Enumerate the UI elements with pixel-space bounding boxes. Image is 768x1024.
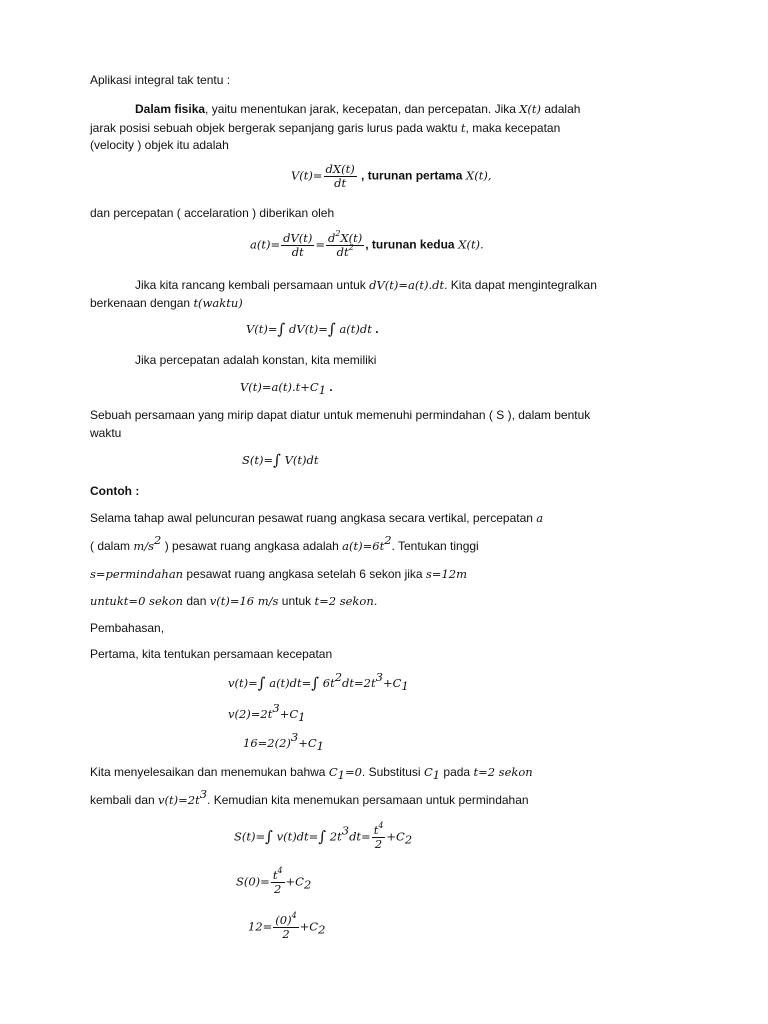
math-term: +C: [299, 919, 319, 934]
text-run: pesawat ruang angkasa setelah 6 sekon jika: [183, 567, 426, 581]
superscript: 2: [334, 670, 343, 684]
superscript: 2: [348, 243, 354, 252]
text-run: berkenaan dengan: [90, 296, 194, 310]
solution-heading: Pembahasan,: [90, 621, 165, 635]
text-run: jarak posisi sebuah objek bergerak sepanjang garis lurus pada waktu: [90, 121, 461, 135]
superscript: 3: [290, 730, 299, 744]
fraction: [326, 229, 364, 259]
example-line-4: [90, 593, 377, 609]
superscript: 4: [378, 821, 384, 830]
superscript: 2: [335, 229, 341, 238]
equation-v2: [228, 701, 306, 724]
math-symbol: t: [272, 868, 278, 882]
integral-icon: ∫: [318, 827, 327, 846]
fraction-denominator: 2: [374, 837, 383, 851]
math-symbol: (0): [275, 913, 292, 927]
fraction-numerator: [273, 911, 298, 928]
subscript: 2: [303, 877, 312, 892]
text-run: ) pesawat ruang angkasa adalah: [161, 539, 343, 553]
math-term: V(t)dt: [280, 453, 319, 467]
para5-line-2: waktu: [90, 426, 122, 440]
fraction: [372, 821, 386, 851]
subscript: 1: [316, 739, 324, 753]
text-run: untuk: [278, 594, 315, 608]
text-run: Selama tahap awal peluncuran pesawat ruang angkasa secara vertikal, percepatan: [90, 511, 537, 525]
math-term: +C: [298, 736, 317, 750]
para3-line-2: [90, 295, 243, 311]
math-lhs: v(t)=: [228, 676, 258, 690]
math-inline: m/s: [133, 539, 155, 553]
text-run: pada: [440, 765, 474, 779]
text-run: . Kemudian kita menemukan persamaan untuk permindahan: [207, 793, 529, 807]
fraction-numerator: dX(t): [325, 162, 355, 176]
equation-velocity: [291, 163, 492, 190]
example-line-1: [90, 510, 543, 526]
superscript: 4: [277, 866, 283, 875]
math-rhs: X(t),: [462, 168, 492, 183]
math-inline: untukt=0 sekon: [90, 594, 184, 608]
text-run: ( dalam: [90, 539, 134, 553]
fraction-numerator: [372, 821, 386, 838]
math-lhs: a(t)=: [250, 237, 281, 252]
math-symbol: t: [373, 823, 379, 837]
text-run: , yaitu menentukan jarak, kecepatan, dan percepatan. Jika: [205, 102, 520, 116]
math-lhs: V(t)=: [246, 322, 278, 336]
math-term: a(t)dt=: [265, 676, 312, 690]
solution-step-1: Pertama, kita tentukan persamaan kecepatan: [90, 647, 333, 661]
math-symbol: dt: [336, 245, 349, 259]
math-equals: =: [315, 237, 325, 252]
math-term: +C: [279, 707, 299, 721]
equation-displacement: [242, 452, 318, 468]
fraction: [273, 911, 298, 941]
integral-icon: ∫: [277, 320, 286, 338]
subscript: 1: [432, 768, 441, 782]
math-inline: X(t): [519, 102, 542, 116]
subscript: 1: [318, 383, 327, 397]
superscript: 3: [341, 823, 350, 838]
subscript: 1: [401, 679, 409, 693]
integral-icon: ∫: [327, 320, 336, 338]
math-inline: a(t)=6t: [342, 539, 385, 553]
superscript: 3: [272, 701, 280, 715]
math-inline: t(waktu): [193, 296, 243, 310]
math-lhs: S(0)=: [236, 874, 270, 889]
math-inline: s=permindahan: [90, 567, 184, 581]
subscript: 2: [404, 832, 413, 847]
text-run: Jika kita rancang kembali persamaan untuk: [135, 278, 370, 292]
math-lhs: 12=: [248, 919, 273, 934]
text-run: ,: [357, 168, 368, 183]
math-term: 6t: [319, 676, 335, 690]
equation-v1: [228, 670, 409, 693]
para3-line-1: [135, 277, 597, 293]
text-run: adalah: [541, 102, 581, 116]
math-term: dV(t)=: [285, 322, 328, 336]
fraction: [324, 163, 357, 190]
para5-line-1: Sebuah persamaan yang mirip dapat diatur untuk memenuhi permindahan ( S ), dalam bentuk: [90, 408, 591, 422]
math-inline: a: [536, 511, 544, 525]
text-run: Kita menyelesaikan dan menemukan bahwa: [90, 765, 329, 779]
integral-icon: ∫: [311, 674, 320, 692]
bold-term: Dalam fisika: [135, 102, 206, 116]
superscript: 3: [199, 787, 208, 801]
math-inline: t=2 sekon: [473, 765, 533, 779]
math-symbol: d: [328, 231, 336, 245]
math-term: +C: [386, 829, 405, 844]
integral-icon: ∫: [273, 451, 281, 469]
equation-label: turunan pertama: [367, 168, 463, 183]
superscript: 4: [291, 911, 297, 920]
text-run: kembali dan: [90, 793, 159, 807]
equation-acceleration: [250, 229, 484, 259]
text-run: . Substitusi: [361, 765, 424, 779]
math-term: +C: [285, 874, 304, 889]
integral-icon: ∫: [265, 827, 273, 846]
equation-s3: [248, 911, 326, 941]
math-inline: v(t)=2t: [158, 793, 200, 807]
fraction-denominator: dt: [334, 176, 347, 190]
text-run: .: [371, 322, 379, 336]
math-term: dt=: [349, 829, 371, 844]
fraction-denominator: 2: [274, 882, 282, 896]
text-run: . Kita dapat mengintegralkan: [444, 278, 597, 292]
math-term: dt=2t: [342, 676, 376, 690]
math-symbol: X(t): [340, 231, 363, 245]
math-inline: s=12m: [425, 567, 467, 581]
text-run: , maka kecepatan: [465, 121, 561, 135]
math-inline: C: [328, 765, 338, 779]
intro-line-1: [135, 101, 580, 117]
text-run: . Tentukan tinggi: [391, 539, 479, 553]
math-lhs: V(t)=: [291, 168, 323, 183]
math-inline: C: [423, 765, 433, 779]
solve-line-2: [90, 787, 529, 808]
integral-icon: ∫: [257, 674, 266, 692]
document-heading: Aplikasi integral tak tentu :: [90, 73, 231, 87]
fraction: [271, 866, 285, 896]
example-heading: Contoh :: [90, 484, 140, 498]
subscript: 2: [318, 922, 326, 937]
superscript: 3: [375, 670, 383, 684]
superscript: 2: [384, 533, 392, 547]
fraction-denominator: dt: [291, 245, 304, 259]
equation-constant: [240, 379, 333, 395]
subscript: 1: [337, 768, 345, 782]
math-inline: dV(t)=a(t).dt: [369, 278, 445, 292]
equation-label: , turunan kedua: [365, 237, 455, 252]
math-inline: .: [373, 594, 378, 608]
math-inline: t: [460, 121, 466, 135]
math-lhs: S(t)=: [234, 829, 266, 844]
intro-line-2: [90, 120, 560, 136]
math-term: +C: [382, 676, 402, 690]
equation-v3: [243, 730, 324, 753]
equation-s1: [234, 821, 413, 851]
fraction-denominator: 2: [282, 927, 290, 941]
math-inline: t=2 sekon: [314, 594, 374, 608]
para4: Jika percepatan adalah konstan, kita memiliki: [135, 353, 377, 367]
fraction-numerator: dV(t): [283, 231, 313, 245]
accel-intro: dan percepatan ( accelaration ) diberikan oleh: [90, 206, 335, 220]
math-term: 16=2(2): [243, 736, 291, 750]
equation-s2: [236, 866, 312, 896]
text-run: .: [326, 380, 333, 394]
example-line-3: [90, 566, 467, 582]
math-term: v(t)dt=: [272, 829, 319, 844]
superscript: 2: [154, 533, 162, 547]
fraction-numerator: [326, 229, 364, 246]
example-line-2: [90, 533, 479, 554]
fraction-numerator: [271, 866, 285, 883]
math-term: V(t)=a(t).t+C: [240, 380, 319, 394]
intro-line-3: (velocity ) objek itu adalah: [90, 138, 229, 152]
math-term: v(2)=2t: [228, 707, 273, 721]
math-lhs: S(t)=: [242, 453, 274, 467]
fraction: [281, 232, 314, 259]
subscript: 1: [298, 710, 306, 724]
math-inline: v(t)=16 m/s: [209, 594, 279, 608]
math-term: a(t)dt: [335, 322, 372, 336]
solve-line-1: [90, 764, 533, 780]
math-inline: =0: [344, 765, 362, 779]
text-run: dan: [183, 594, 210, 608]
equation-integral-v: [246, 321, 379, 337]
fraction-denominator: [326, 243, 364, 259]
math-rhs: X(t).: [454, 237, 484, 252]
math-term: 2t: [326, 829, 342, 844]
